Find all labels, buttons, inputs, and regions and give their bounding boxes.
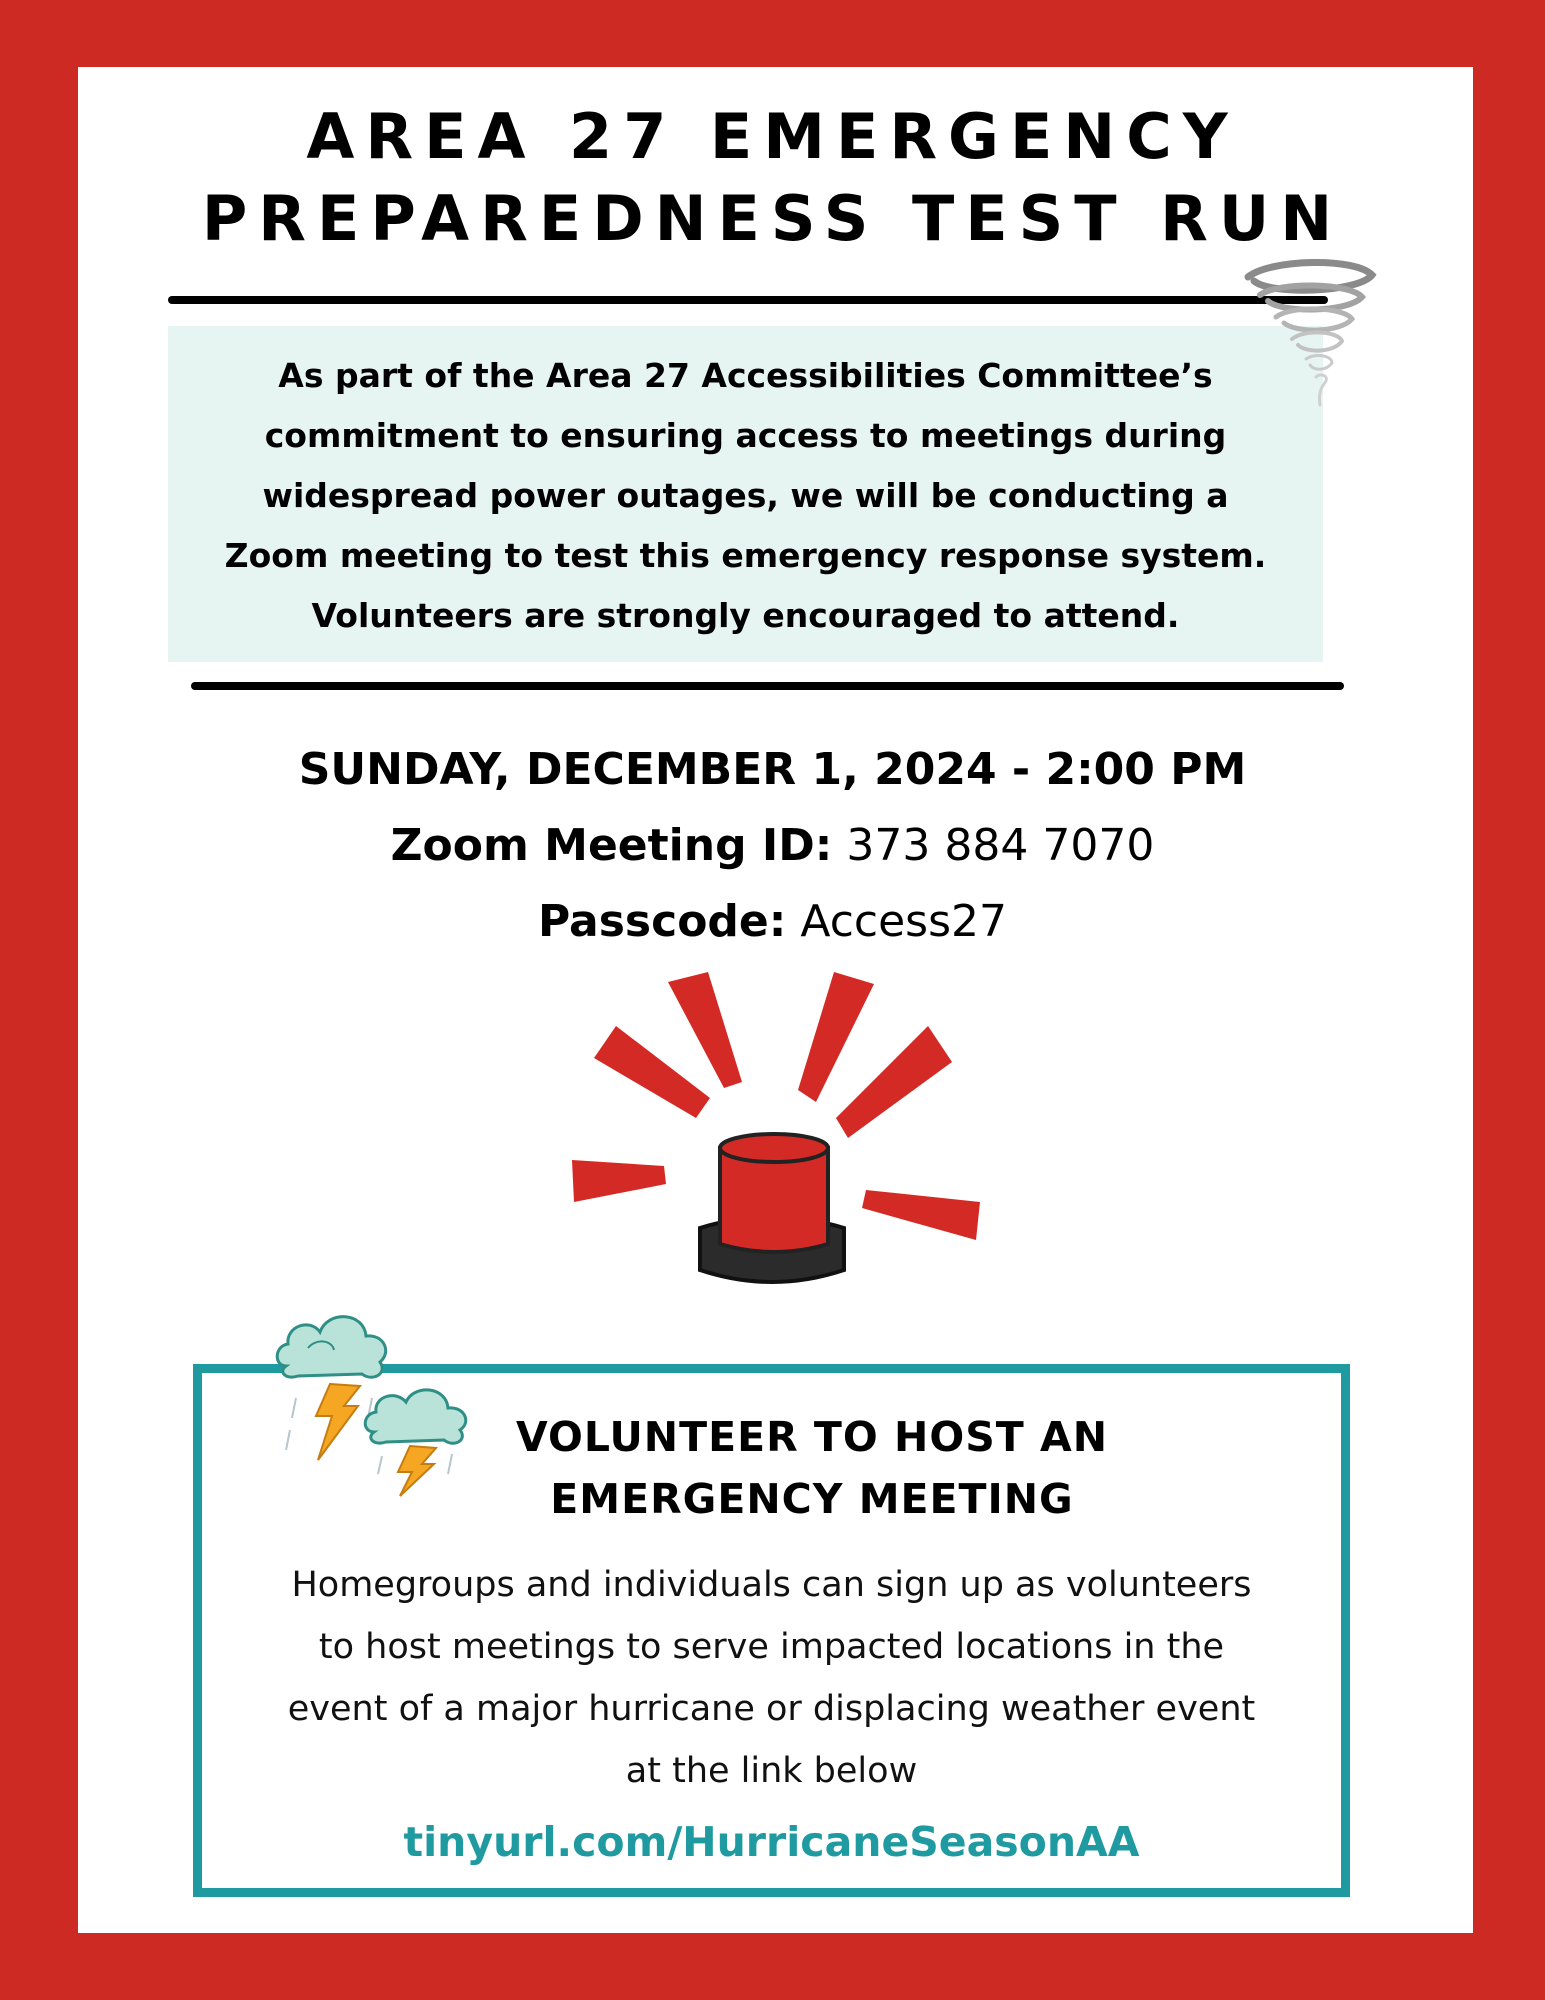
passcode-value: Access27 (800, 896, 1007, 947)
top-divider (168, 296, 1328, 304)
zoom-id-label: Zoom Meeting ID: (390, 820, 833, 871)
passcode-label: Passcode: (537, 896, 787, 947)
intro-line: commitment to ensuring access to meetings during (264, 416, 1227, 455)
intro-line: Zoom meeting to test this emergency response system. (224, 536, 1267, 575)
event-datetime: SUNDAY, DECEMBER 1, 2024 - 2:00 PM (298, 744, 1247, 795)
volunteer-heading-line-2: EMERGENCY MEETING (550, 1475, 1074, 1523)
volunteer-body-line: Homegroups and individuals can sign up as volunteers (291, 1565, 1252, 1605)
zoom-meeting-id (0, 820, 1545, 871)
intro-line: widespread power outages, we will be conducting a (262, 476, 1229, 515)
intro-line: Volunteers are strongly encouraged to attend. (311, 596, 1180, 635)
zoom-id-value: 373 884 7070 (846, 820, 1155, 871)
volunteer-body-line: to host meetings to serve impacted locations in the (318, 1627, 1225, 1667)
signup-link[interactable]: tinyurl.com/HurricaneSeasonAA (403, 1818, 1140, 1866)
volunteer-heading-line-1: VOLUNTEER TO HOST AN (515, 1413, 1109, 1461)
tornado-icon (1240, 255, 1380, 415)
flyer-title-line-1: AREA 27 EMERGENCY (306, 100, 1239, 173)
flyer-title-line-2: PREPAREDNESS TEST RUN (201, 182, 1344, 255)
volunteer-body-line: event of a major hurricane or displacing weather event (287, 1689, 1256, 1729)
siren-icon (560, 970, 990, 1320)
intro-line: As part of the Area 27 Accessibilities Committee’s (278, 356, 1213, 395)
bottom-divider (191, 682, 1344, 690)
passcode (0, 896, 1545, 947)
volunteer-body-line: at the link below (625, 1751, 918, 1791)
